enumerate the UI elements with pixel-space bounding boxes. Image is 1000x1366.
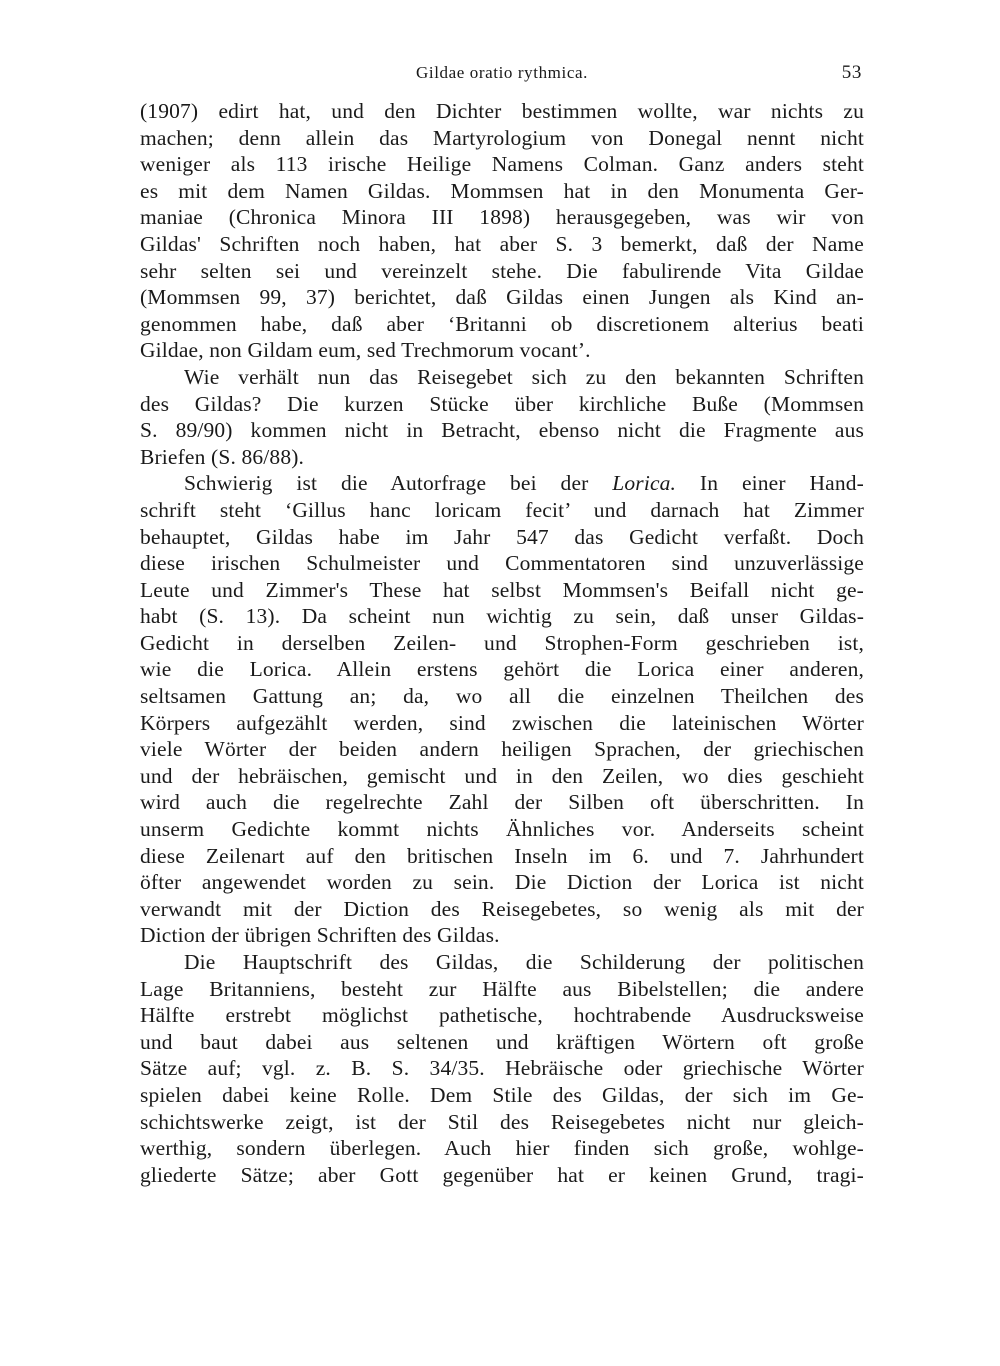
- text-line: machen; denn allein das Martyrologium von Donegal nennt nicht: [140, 125, 864, 150]
- running-header: [140, 60, 864, 90]
- text-line: gliederte Sätze; aber Gott gegenüber hat er keinen Grund, tragi-: [140, 1162, 864, 1187]
- text-line: seltsamen Gattung an; da, wo all die einzelnen Theilchen des: [140, 684, 864, 709]
- text-segment: Schwierig ist die Autorfrage bei der: [184, 471, 589, 496]
- text-line: Hälfte erstrebt möglichst pathetische, hochtrabende Ausdrucksweise: [140, 1003, 864, 1028]
- text-line: viele Wörter der beiden andern heiligen Sprachen, der griechischen: [140, 737, 864, 762]
- text-line: Wie verhält nun das Reisegebet sich zu den bekannten Schriften: [184, 364, 864, 389]
- text-line: wie die Lorica. Allein erstens gehört die Lorica einer anderen,: [140, 657, 864, 682]
- text-line: schichtswerke zeigt, ist der Stil des Reisegebetes nicht nur gleich-: [140, 1109, 864, 1134]
- text-line: sehr selten sei und vereinzelt stehe. Die fabulirende Vita Gildae: [140, 258, 864, 283]
- text-line: Körpers aufgezählt werden, sind zwischen die lateinischen Wörter: [140, 710, 864, 735]
- text-line: S. 89/90) kommen nicht in Betracht, ebenso nicht die Fragmente aus: [140, 418, 864, 443]
- text-line: öfter angewendet worden zu sein. Die Diction der Lorica ist nicht: [140, 870, 864, 895]
- text-line: verwandt mit der Diction des Reisegebetes, so wenig als mit der: [140, 896, 864, 921]
- text-line: Leute und Zimmer's These hat selbst Mommsen's Beifall nicht ge-: [140, 577, 864, 602]
- page: [140, 60, 864, 1188]
- text-line: Diction der übrigen Schriften des Gildas.: [140, 923, 500, 948]
- paragraph-3: [140, 470, 864, 949]
- text-line: unserm Gedichte kommt nichts Ähnliches vor. Anderseits scheint: [140, 817, 864, 842]
- text-line: es mit dem Namen Gildas. Mommsen hat in den Monumenta Ger-: [140, 178, 864, 203]
- body-text: [140, 98, 864, 1188]
- text-line: Gildas' Schriften noch haben, hat aber S. 3 bemerkt, daß der Name: [140, 231, 864, 256]
- text-line: schrift steht ‘Gillus hanc loricam fecit’ und darnach hat Zimmer: [140, 497, 864, 522]
- text-line: spielen dabei keine Rolle. Dem Stile des Gildas, der sich im Ge-: [140, 1082, 864, 1107]
- text-line: diese Zeilenart auf den britischen Inseln im 6. und 7. Jahrhundert: [140, 843, 864, 868]
- text-line: Briefen (S. 86/88).: [140, 444, 305, 469]
- text-line: weniger als 113 irische Heilige Namens Colman. Ganz anders steht: [140, 152, 864, 177]
- text-line: (1907) edirt hat, und den Dichter bestimmen wollte, war nichts zu: [140, 99, 864, 123]
- text-line: des Gildas? Die kurzen Stücke über kirchliche Buße (Mommsen: [140, 391, 864, 416]
- text-line: (Mommsen 99, 37) berichtet, daß Gildas einen Jungen als Kind an-: [140, 285, 864, 310]
- text-line: und baut dabei aus seltenen und kräftigen Wörtern oft große: [140, 1029, 864, 1054]
- italic-word-lorica: Lorica.: [612, 471, 677, 496]
- text-line: wird auch die regelrechte Zahl der Silben oft überschritten. In: [140, 790, 864, 815]
- text-line: Lage Britanniens, besteht zur Hälfte aus Bibelstellen; die andere: [140, 976, 864, 1001]
- text-line: Die Hauptschrift des Gildas, die Schilderung der politischen: [184, 950, 864, 974]
- paragraph-2: [140, 364, 864, 470]
- running-title: Gildae oratio rythmica.: [416, 63, 588, 82]
- text-line: habt (S. 13). Da scheint nun wichtig zu sein, daß unser Gildas-: [140, 604, 864, 629]
- paragraph-4: [140, 949, 864, 1188]
- text-line: maniae (Chronica Minora III 1898) herausgegeben, was wir von: [140, 205, 864, 230]
- text-line: Sätze auf; vgl. z. B. S. 34/35. Hebräische oder griechische Wörter: [140, 1056, 864, 1081]
- page-number: 53: [841, 62, 862, 83]
- text-line: Gedicht in derselben Zeilen- und Strophen-Form geschrieben ist,: [140, 630, 864, 655]
- paragraph-1: [140, 98, 864, 364]
- text-line: werthig, sondern überlegen. Auch hier finden sich große, wohlge-: [140, 1136, 864, 1161]
- text-line: genommen habe, daß aber ‘Britanni ob discretionem alterius beati: [140, 311, 864, 336]
- text-segment: In einer Hand-: [676, 471, 864, 496]
- text-line: [140, 470, 864, 497]
- text-line: und der hebräischen, gemischt und in den Zeilen, wo dies geschieht: [140, 763, 864, 788]
- text-line: Gildae, non Gildam eum, sed Trechmorum vocant’.: [140, 338, 591, 363]
- text-line: behauptet, Gildas habe im Jahr 547 das Gedicht verfaßt. Doch: [140, 524, 864, 549]
- text-line: diese irischen Schulmeister und Commentatoren sind unzuverlässige: [140, 551, 864, 576]
